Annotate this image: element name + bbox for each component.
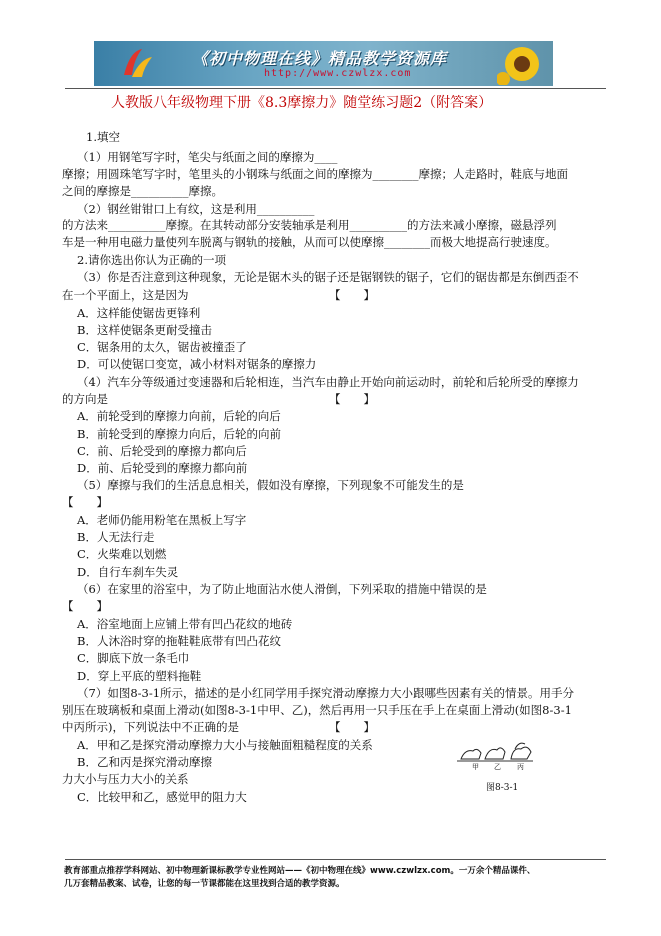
figure-label-bing: 丙 (517, 763, 524, 771)
option-b: B．人无法行走 (77, 530, 155, 544)
question-text: （3）你是否注意到这种现象，无论是锯木头的锯子还是锯钢铁的锯子，它们的锯齿都是东倒西歪不 (77, 270, 579, 284)
question-text: 的方向是 (62, 392, 108, 406)
question-text: 在一个平面上，这是因为 (62, 288, 189, 302)
option-c: C．锯条用的太久，锯齿被撞歪了 (77, 340, 247, 354)
option-d: D．自行车刹车失灵 (77, 565, 179, 579)
option-b-continued: 力大小与压力大小的关系 (62, 772, 189, 786)
section-heading: 1.填空 (86, 130, 120, 144)
footer-line: 教育部重点推荐学科网站、初中物理新课标教学专业性网站——《初中物理在线》www.czwlzx.com。一万余个精品课件、 (64, 866, 536, 876)
option-a: A．这样能使锯齿更锋利 (77, 306, 201, 320)
option-d: D．穿上平底的塑料拖鞋 (77, 669, 202, 683)
option-d: D．前、后轮受到的摩擦力都向前 (77, 461, 248, 475)
question-text: （1）用钢笔写字时，笔尖与纸面之间的摩擦为____ (77, 150, 338, 164)
sunflower-icon (497, 43, 547, 85)
option-a: A．甲和乙是探究滑动摩擦力大小与接触面粗糙程度的关系 (77, 738, 373, 752)
option-a: A．浴室地面上应铺上带有凹凸花纹的地砖 (77, 617, 293, 631)
footer-line: 几万套精品教案、试卷，让您的每一节课都能在这里找到合适的教学资源。 (64, 879, 345, 889)
question-text: 中丙所示)，下列说法中不正确的是 (62, 720, 239, 734)
option-c: C．火柴难以划燃 (77, 547, 167, 561)
site-logo-icon (120, 45, 154, 81)
footer-rule (65, 859, 606, 860)
question-text: 车是一种用电磁力量使列车脱离与钢轨的接触，从而可以使摩擦________而极大地提高行驶速度。 (62, 235, 557, 249)
option-b: B．乙和丙是探究滑动摩擦 (77, 755, 212, 769)
question-text: （7）如图8-3-1所示，描述的是小红同学用手探究滑动摩擦力大小跟哪些因素有关的情景。用手分 (77, 686, 575, 700)
option-c: C．比较甲和乙，感觉甲的阻力大 (77, 790, 247, 804)
question-text: 之间的摩擦是__________摩擦。 (62, 184, 223, 198)
banner-title: 《初中物理在线》精品教学资源库 (192, 49, 448, 68)
question-text: 别压在玻璃板和桌面上滑动(如图8-3-1中甲、乙)，然后再用一只手压在手上在桌面上滑动(如图8-3-1 (62, 703, 572, 717)
question-text: 摩擦；用圆珠笔写字时，笔里头的小钢珠与纸面之间的摩擦为________摩擦；人走路时，鞋底与地面 (62, 167, 568, 181)
option-c: C．前、后轮受到的摩擦力都向后 (77, 444, 247, 458)
option-a: A．老师仍能用粉笔在黑板上写字 (77, 513, 247, 527)
answer-bracket: 【 】 (329, 288, 375, 302)
header-banner (94, 41, 553, 86)
question-text: 的方法来__________摩擦。在其转动部分安装轴承是利用__________的方法来减小摩擦，磁悬浮列 (62, 218, 557, 232)
answer-bracket: 【 】 (62, 599, 108, 613)
question-text: （5）摩擦与我们的生活息息相关，假如没有摩擦，下列现象不可能发生的是 (77, 478, 464, 492)
figure-label-yi: 乙 (494, 763, 501, 771)
option-b: B．这样使锯条更耐受撞击 (77, 323, 212, 337)
option-b: B．前轮受到的摩擦力向后，后轮的向前 (77, 427, 281, 441)
banner-url[interactable]: http://www.czwlzx.com (264, 68, 412, 79)
option-d: D．可以使锯口变宽，减小材料对锯条的摩擦力 (77, 357, 317, 371)
option-c: C．脚底下放一条毛巾 (77, 651, 190, 665)
question-text: （6）在家里的浴室中，为了防止地面沾水使人滑倒，下列采取的措施中错误的是 (77, 582, 487, 596)
question-text: （2）钢丝钳钳口上有纹，这是利用__________ (77, 202, 315, 216)
answer-bracket: 【 】 (329, 720, 375, 734)
option-a: A．前轮受到的摩擦力向前，后轮的向后 (77, 409, 281, 423)
answer-bracket: 【 】 (62, 495, 108, 509)
section-heading: 2.请你选出你认为正确的一项 (77, 253, 226, 267)
answer-bracket: 【 】 (329, 392, 375, 406)
question-text: （4）汽车分等级通过变速器和后轮相连，当汽车由静止开始向前运动时，前轮和后轮所受的摩擦力 (77, 375, 579, 389)
option-b: B．人沐浴时穿的拖鞋鞋底带有凹凸花纹 (77, 634, 281, 648)
figure-caption: 图8-3-1 (486, 783, 519, 793)
document-title: 人教版八年级物理下册《8.3摩擦力》随堂练习题2（附答案） (111, 95, 493, 111)
header-rule (65, 88, 606, 89)
figure-label-jia: 甲 (472, 763, 479, 771)
